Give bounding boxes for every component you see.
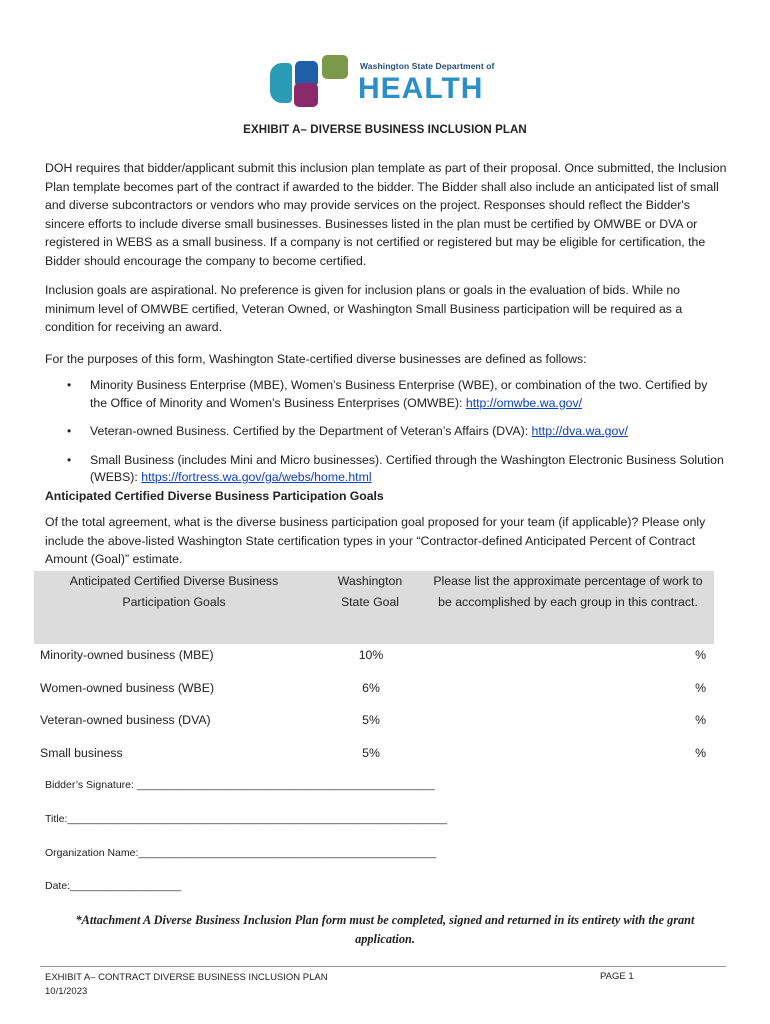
table-row (34, 713, 714, 733)
row-goal: 10% (358, 648, 384, 662)
table-row (34, 681, 714, 701)
list-item: • Minority Business Enterprise (MBE), Women’s Business Enterprise (WBE), or combination of the two. Certified by the Office of Minority and Women’s Business Enterprises (OMWBE): http://omwbe.wa.gov/ (45, 377, 727, 412)
logo-square-teal (270, 63, 292, 103)
header-state-goal: Washington State Goal (337, 574, 403, 609)
section-heading: Anticipated Certified Diverse Business Participation Goals (45, 489, 384, 503)
webs-link[interactable]: https://fortress.wa.gov/ga/webs/home.html (141, 470, 372, 484)
footer-divider (40, 966, 726, 967)
row-percentage-field[interactable]: % (695, 713, 706, 727)
section-paragraph: Of the total agreement, what is the diverse business participation goal proposed for your team (if applicable)? Please only include the above-listed Washington State certification types in your “Contractor-defined Anticipated Percent of Contract Amount (Goal)” estimate. (45, 515, 706, 567)
footer-left (45, 971, 328, 999)
header-percentage: Please list the approximate percentage of work to be accomplished by each group in this contract. (433, 574, 703, 609)
row-goal: 6% (362, 681, 380, 695)
definitions-paragraph: For the purposes of this form, Washington State-certified diverse businesses are defined as follows: (45, 352, 587, 366)
row-label: Veteran-owned business (DVA) (40, 713, 211, 727)
dva-link[interactable]: http://dva.wa.gov/ (531, 424, 628, 438)
footer-date: 10/1/2023 (45, 986, 88, 997)
table-header (34, 571, 714, 644)
definitions-list (45, 377, 727, 498)
row-label: Women-owned business (WBE) (40, 681, 215, 695)
row-goal: 5% (362, 713, 380, 727)
list-item: • Small Business (includes Mini and Micro businesses). Certified through the Washington Electronic Business Solution (WEBS): https://fortress.wa.gov/ga/webs/home.html (45, 452, 727, 487)
footer-page-number: PAGE 1 (600, 971, 634, 982)
row-percentage-field[interactable]: % (695, 681, 706, 695)
organization-name-field[interactable]: Organization Name:___________________________________________________ (45, 847, 437, 859)
row-label: Minority-owned business (MBE) (40, 648, 214, 662)
table-row (34, 746, 714, 766)
omwbe-link[interactable]: http://omwbe.wa.gov/ (465, 395, 583, 410)
logo-square-green (322, 55, 348, 79)
header-goals: Anticipated Certified Diverse Business Participation Goals (69, 574, 279, 609)
list-item: • Veteran-owned Business. Certified by the Department of Veteran’s Affairs (DVA): http://dva.wa.gov/ (45, 423, 727, 441)
goals-paragraph: Inclusion goals are aspirational. No preference is given for inclusion plans or goals in the evaluation of bids. While no minimum level of OMWBE certified, Veteran Owned, or Washington Small Business participation will be required as a condition for receiving an award. (45, 283, 683, 335)
intro-paragraph: DOH requires that bidder/applicant submit this inclusion plan template as part of their proposal. Once submitted, the Inclusion Plan template becomes part of the contract if awarded to the bidder. The Bidder shall also include an anticipated list of small and diverse subcontractors or vendors who may provide services on the project. Responses should reflect the Bidder's sincere efforts to include diverse small businesses. Businesses listed in the plan must be certified by OMWBE or DVA or registered in WEBS as a small business. If a company is not certified or registered but may be eligible for certification, the Bidder should encourage the company to become certified. (45, 161, 727, 268)
footer-title: EXHIBIT A– CONTRACT DIVERSE BUSINESS INCLUSION PLAN (45, 972, 328, 983)
row-goal: 5% (362, 746, 380, 760)
page-title: EXHIBIT A– DIVERSE BUSINESS INCLUSION PLAN (243, 124, 527, 136)
date-field[interactable]: Date:___________________ (45, 880, 182, 892)
title-field[interactable]: Title:_________________________________________________________________ (45, 813, 447, 825)
logo-square-purple (294, 83, 318, 107)
logo-line2: HEALTH (358, 72, 484, 105)
row-label: Small business (40, 746, 123, 760)
attachment-note: *Attachment A Diverse Business Inclusion Plan form must be completed, signed and returned in its entirety with the grant application. (75, 913, 695, 946)
row-percentage-field[interactable]: % (695, 746, 706, 760)
row-percentage-field[interactable]: % (695, 648, 706, 662)
logo-line1: Washington State Department of (360, 61, 495, 71)
table-row (34, 648, 714, 668)
bidder-signature-field[interactable]: Bidder’s Signature: ___________________________________________________ (45, 779, 435, 791)
